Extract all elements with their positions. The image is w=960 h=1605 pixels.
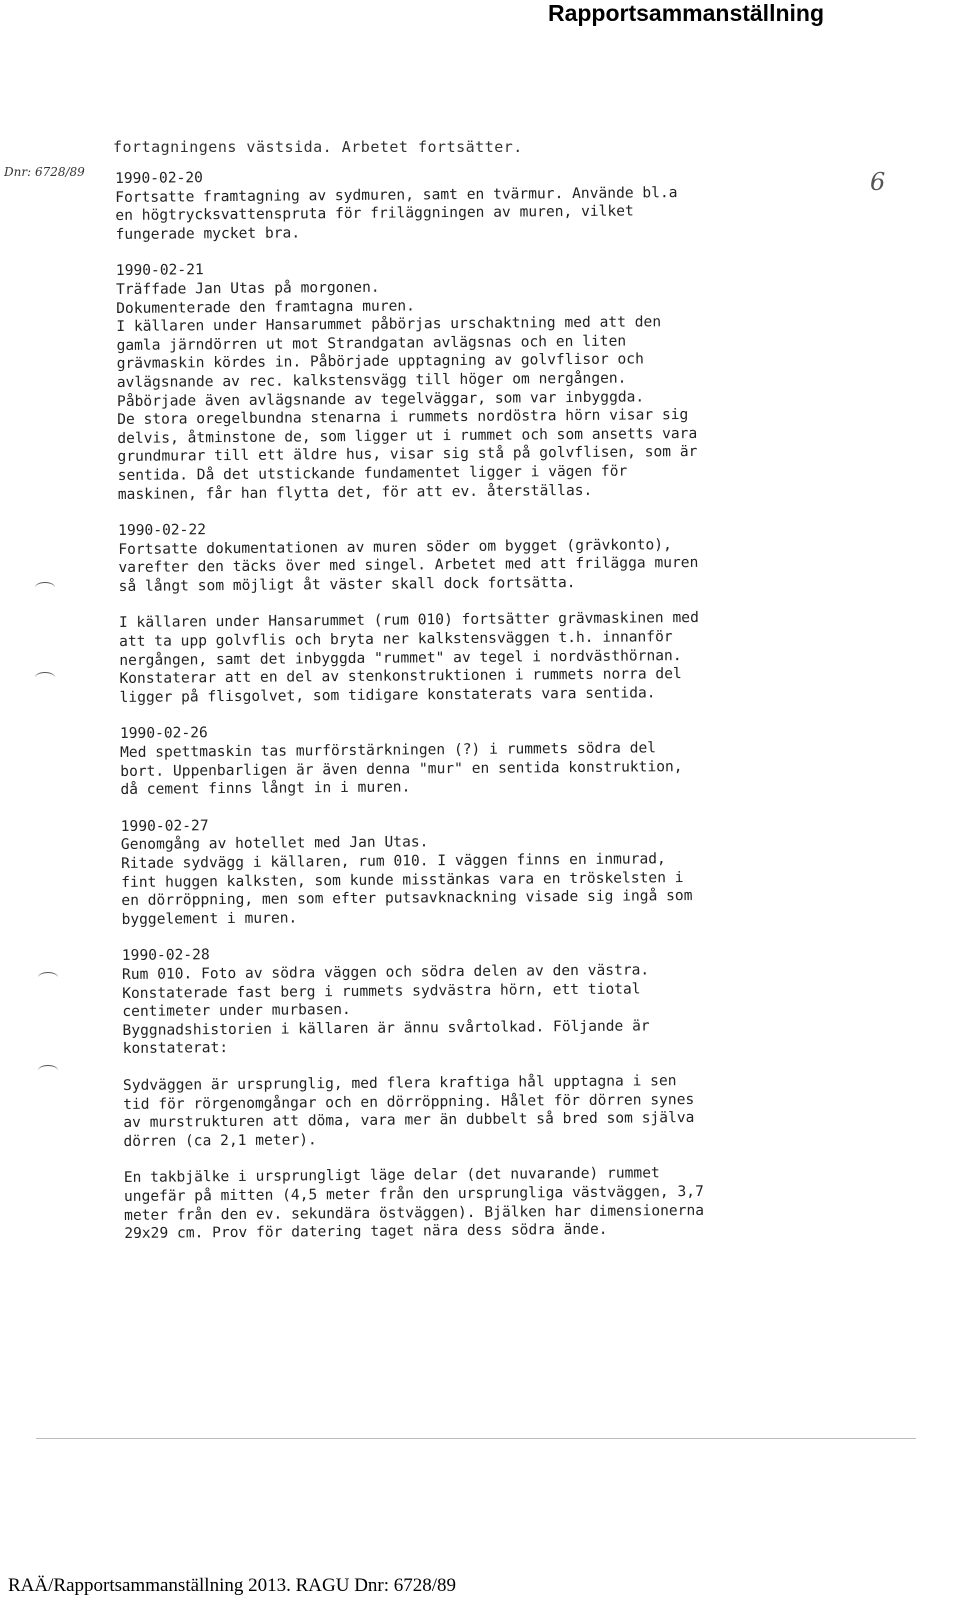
entry-text-line: varefter den täcks över med singel. Arbetet med att frilägga muren [118, 554, 699, 577]
entry-text-line: I källaren under Hansarummet påbörjas urschaktning med att den [116, 313, 662, 336]
entry-text-line: då cement finns långt in i muren. [120, 778, 411, 799]
entry-text-line: dörren (ca 2,1 meter). [123, 1130, 317, 1150]
log-entry [120, 719, 861, 800]
document-body [115, 164, 864, 1262]
entry-text-line: Med spettmaskin tas murförstärkningen (?) i rummets södra del [120, 739, 657, 762]
entry-text-line: avlägsnande av rec. kalkstensvägg till höger om nergången. [116, 369, 627, 391]
entry-text-line: maskinen, får han flytta det, för att ev. återställas. [117, 481, 593, 503]
entry-date: 1990-02-21 [115, 261, 204, 280]
log-entry [122, 941, 865, 1244]
entry-text-line: konstaterat: [122, 1039, 229, 1058]
entry-date: 1990-02-27 [120, 817, 209, 835]
entry-text-line: Konstaterade fast berg i rummets sydvästra hörn, ett tiotal [122, 980, 641, 1002]
entry-date: 1990-02-28 [121, 946, 210, 965]
entry-text-line: Ritade sydvägg i källaren, rum 010. I väggen finns en inmurad, [120, 850, 666, 872]
log-entry [121, 811, 862, 929]
entry-text-line: gamla järndörren ut mot Strandgatan avlägsnas och en liten [116, 332, 627, 354]
margin-mark [35, 672, 55, 683]
entry-text-line: av murstrukturen att döma, vara mer än dubbelt så bred som själva [123, 1109, 695, 1132]
entry-text-line: delvis, åtminstone de, som ligger ut i rummet och som ansetts vara [117, 424, 698, 447]
entry-text-line: fungerade mycket bra. [115, 224, 301, 243]
entry-text-line: I källaren under Hansarummet (rum 010) fortsätter grävmaskinen med [118, 609, 699, 632]
page-header-title: Rapportsammanställning [547, 0, 824, 26]
entry-text-line: Rum 010. Foto av södra väggen och södra delen av den västra. [121, 961, 650, 983]
log-entry [118, 516, 860, 708]
entry-text-line: Byggnadshistorien i källaren är ännu svårtolkad. Följande är [122, 1017, 650, 1039]
entry-text-line: En takbjälke i ursprungligt läge delar (det nuvarande) rummet [123, 1164, 660, 1187]
entry-text-line: bort. Uppenbarligen är även denna "mur" en sentida konstruktion, [120, 757, 683, 780]
handwritten-page-number: 6 [870, 168, 886, 196]
entry-text-line: nergången, samt det inbyggda "rummet" av tegel i nordvästhörnan. [119, 646, 682, 669]
cutoff-text-line [113, 138, 633, 162]
entry-text-line: 29x29 cm. Prov för datering taget nära dess södra ände. [124, 1220, 608, 1243]
entry-text-line: centimeter under murbasen. [122, 1001, 351, 1021]
scan-bottom-rule [36, 1438, 916, 1439]
page-footer: RAÄ/Rapportsammanställning 2013. RAGU Dnr: 6728/89 [8, 1575, 457, 1596]
entry-text-line: sentida. Då det utstickande fundamentet ligger i vägen för [117, 462, 628, 484]
handwritten-margin-note: Dnr: 6728/89 [4, 165, 85, 179]
entry-text-line: meter från den ev. sekundära östväggen). Bjälken har dimensionerna [124, 1201, 705, 1224]
entry-text-line: en dörröppning, men som efter putsavknackning visade sig ingå som [121, 887, 693, 910]
entry-text-line: tid för rörgenomgångar och en dörröppning. Hålet för dörren synes [123, 1090, 695, 1113]
entry-text-line: grävmaskin kördes in. Påbörjade upptagning av golvflisor och [116, 350, 644, 373]
entry-text-line: Påbörjade även avlägsnande av tegelväggar, som var inbyggda. [116, 387, 645, 410]
entry-text-line: Konstaterar att en del av stenkonstruktionen i rummets norra del [119, 665, 682, 688]
entry-text-line: Fortsatte framtagning av sydmuren, samt en tvärmur. Använde bl.a [115, 183, 678, 206]
entry-text-line: att ta upp golvflis och bryta ner kalkstensväggen t.h. innanför [119, 628, 673, 651]
entry-text-line: Dokumenterade den framtagna muren. [116, 296, 416, 317]
cutoff-text: fortagningens västsida. Arbetet fortsätter. [113, 138, 523, 156]
entry-text-line: fint huggen kalksten, som kunde misstänkas vara en tröskelsten i [121, 868, 684, 891]
entry-text-line: Sydväggen är ursprunglig, med flera kraftiga hål upptagna i sen [122, 1072, 677, 1094]
entry-text-line: Träffade Jan Utas på morgonen. [115, 278, 380, 298]
log-entry [116, 256, 858, 504]
entry-text-line: ligger på flisgolvet, som tidigare konstaterats vara sentida. [119, 684, 656, 706]
entry-date: 1990-02-26 [119, 724, 208, 743]
entry-text-line: så långt som möjligt åt väster skall dock fortsätta. [118, 573, 576, 595]
entry-text-line: Fortsatte dokumentationen av muren söder om bygget (grävkonto), [118, 535, 672, 558]
log-entry [115, 164, 856, 245]
entry-text-line: De stora oregelbundna stenarna i rummets nordöstra hörn visar sig [117, 406, 689, 429]
entry-text-line: grundmurar till ett äldre hus, visar sig stå på golvflisen, som är [117, 443, 698, 466]
margin-mark [38, 972, 58, 983]
entry-date: 1990-02-20 [115, 169, 204, 187]
entry-text-line: Genomgång av hotellet med Jan Utas. [120, 833, 429, 854]
entry-text-line: en högtrycksvattenspruta för friläggningen av muren, vilket [115, 202, 634, 225]
entry-date: 1990-02-22 [118, 521, 207, 540]
entry-text-line: byggelement i muren. [121, 909, 298, 928]
margin-mark [35, 582, 55, 593]
entry-text-line: ungefär på mitten (4,5 meter från den ursprungliga västväggen, 3,7 [123, 1182, 704, 1205]
margin-mark [38, 1065, 58, 1076]
